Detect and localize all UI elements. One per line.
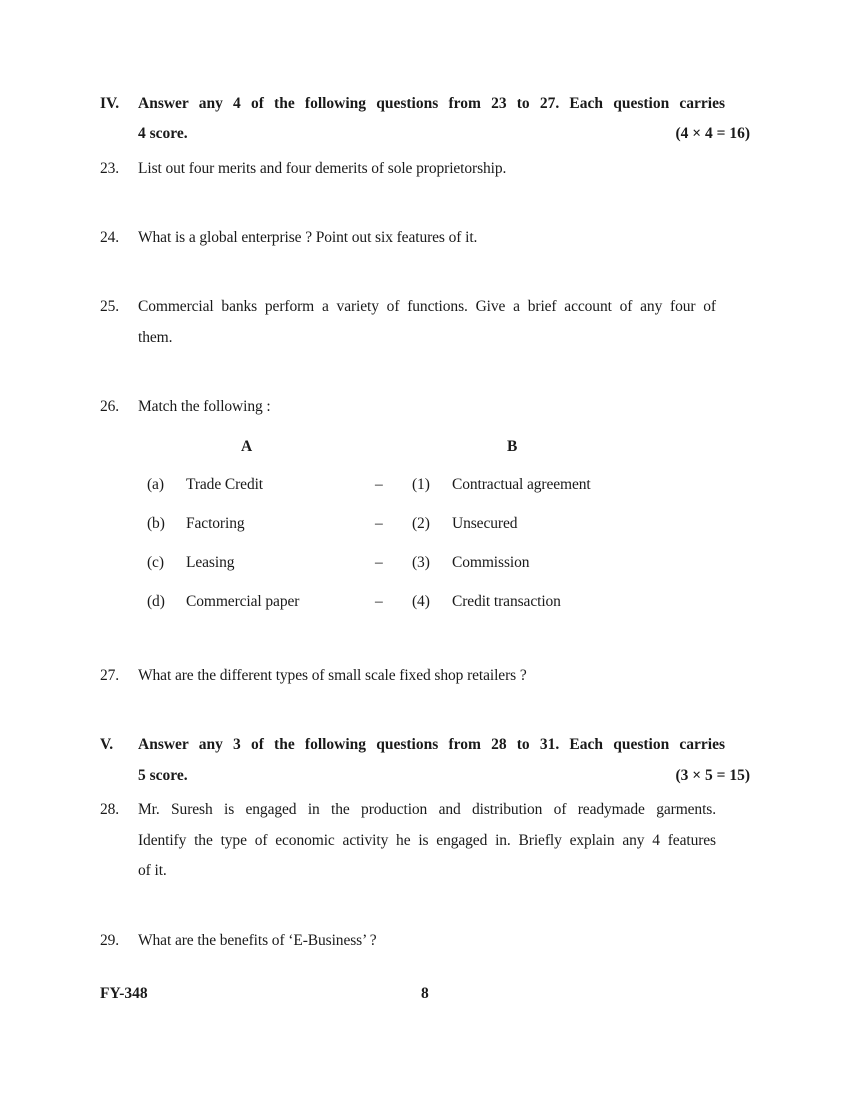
section-v-instruction: Answer any 3 of the following questions from 28 to 31. Each question carries	[138, 736, 725, 753]
question-27-number: 27.	[100, 667, 120, 684]
match-row-letter: (b)	[147, 515, 165, 532]
match-column-b-heading: B	[507, 438, 518, 455]
match-row-dash: –	[375, 593, 383, 610]
question-28-number: 28.	[100, 801, 120, 818]
match-row-dash: –	[375, 515, 383, 532]
match-row-item-a: Commercial paper	[186, 593, 300, 610]
match-column-a-heading: A	[241, 438, 253, 455]
question-26-number: 26.	[100, 398, 120, 415]
match-row-letter: (a)	[147, 476, 164, 493]
section-v-instruction-line2: 5 score.	[138, 767, 188, 784]
section-iv-numeral: IV.	[100, 95, 120, 112]
footer-paper-code: FY-348	[100, 985, 148, 1002]
match-row-item-a: Leasing	[186, 554, 235, 571]
question-23-text: List out four merits and four demerits of sole proprietorship.	[138, 160, 507, 177]
match-row-number: (2)	[412, 515, 430, 532]
match-row-number: (4)	[412, 593, 430, 610]
footer-page-number: 8	[421, 985, 429, 1002]
section-iv-instruction-line2: 4 score.	[138, 125, 188, 142]
question-27-text: What are the different types of small scale fixed shop retailers ?	[138, 667, 527, 684]
match-row-letter: (c)	[147, 554, 164, 571]
question-25-number: 25.	[100, 298, 120, 315]
match-row-item-a: Factoring	[186, 515, 245, 532]
section-v-marks: (3 × 5 = 15)	[675, 767, 750, 784]
question-28-text: Mr. Suresh is engaged in the production and distribution of readymade garments.	[138, 801, 716, 818]
match-row-number: (3)	[412, 554, 430, 571]
match-row-dash: –	[375, 476, 383, 493]
question-24-number: 24.	[100, 229, 120, 246]
match-row-dash: –	[375, 554, 383, 571]
match-row-letter: (d)	[147, 593, 165, 610]
match-row-item-b: Contractual agreement	[452, 476, 591, 493]
match-row-item-b: Credit transaction	[452, 593, 561, 610]
question-28-text-line3: of it.	[138, 862, 167, 879]
question-28-text-line2: Identify the type of economic activity he is engaged in. Briefly explain any 4 features	[138, 832, 716, 849]
match-row-item-b: Unsecured	[452, 515, 518, 532]
match-row-number: (1)	[412, 476, 430, 493]
match-row-item-a: Trade Credit	[186, 476, 264, 493]
section-iv-instruction: Answer any 4 of the following questions from 23 to 27. Each question carries	[138, 95, 725, 112]
question-23-number: 23.	[100, 160, 120, 177]
match-row-item-b: Commission	[452, 554, 530, 571]
question-24-text: What is a global enterprise ? Point out six features of it.	[138, 229, 478, 246]
section-v-numeral: V.	[100, 736, 114, 753]
section-iv-marks: (4 × 4 = 16)	[675, 125, 750, 142]
question-26-text: Match the following :	[138, 398, 271, 415]
question-25-text: Commercial banks perform a variety of functions. Give a brief account of any four of	[138, 298, 716, 315]
question-29-text: What are the benefits of ‘E-Business’ ?	[138, 932, 377, 949]
question-29-number: 29.	[100, 932, 120, 949]
question-25-text-line2: them.	[138, 329, 173, 346]
